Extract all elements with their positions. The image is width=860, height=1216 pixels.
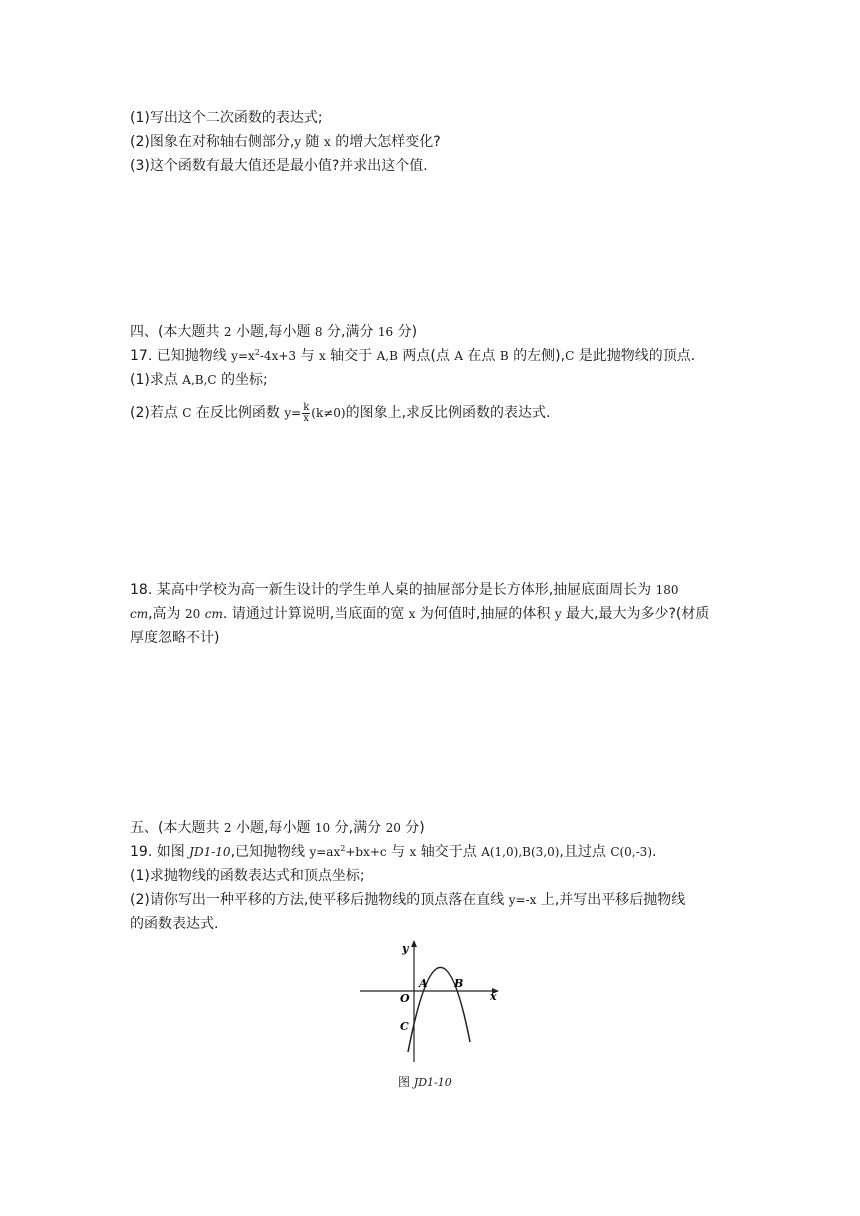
q19-part1: (1)求抛物线的函数表达式和顶点坐标; [130,868,365,884]
section-4-heading: 四、(本大题共 2 小题,每小题 8 分,满分 16 分) [130,324,418,340]
label-point-a: A [419,977,428,990]
label-y: y [402,942,409,955]
label-x: x [490,990,497,1003]
q19-part2: (2)请你写出一种平移的方法,使平移后抛物线的顶点落在直线 y=-x 上,并写出平移后抛物线 [130,892,686,908]
q16-part1: (1)写出这个二次函数的表达式; [130,110,323,126]
q19-stem: 19. 如图 JD1-10,已知抛物线 $y=ax^2+bx+c$ 与 x 轴交于点 A(1,0),B(3,0),且过点 C(0,-3). [130,844,657,860]
q17-part2: (2)若点 C 在反比例函数 y= $\frac{k}{x}$ (k≠0)的图象上,求反比例函数的表达式. [130,401,551,424]
q17-stem: 17. 已知抛物线 $y=x^2-4x+3$ 与 x 轴交于 A,B 两点(点 A 在点 B 的左侧),C 是此抛物线的顶点. [130,348,696,364]
label-point-c: C [400,1020,409,1033]
parabola-figure [356,938,506,1066]
section-5-heading: 五、(本大题共 2 小题,每小题 10 分,满分 20 分) [130,820,425,836]
q18-line2: cm,高为 20 cm. 请通过计算说明,当底面的宽 x 为何值时,抽屉的体积 y 最大,最大为多少?(材质 [130,606,710,622]
q19-part2-cont: 的函数表达式. [130,916,219,932]
q17-equation: $y=x^2-4x+3$ [231,348,297,363]
q19-equation: $y=ax^2+bx+c$ [309,844,387,859]
q18-line1: 18. 某高中学校为高一新生设计的学生单人桌的抽屉部分是长方体形,抽屉底面周长为 180 [130,582,679,598]
label-point-b: B [454,977,464,990]
q16-part2: (2)图象在对称轴右侧部分,y 随 x 的增大怎样变化? [130,134,441,150]
figure-caption: 图 JD1-10 [398,1075,452,1089]
label-origin: O [400,992,410,1005]
fraction-k-over-x: $\frac{k}{x}$ [303,401,310,424]
q18-line3: 厚度忽略不计) [130,630,220,646]
q16-part3: (3)这个函数有最大值还是最小值?并求出这个值. [130,158,428,174]
q17-part1: (1)求点 A,B,C 的坐标; [130,372,268,388]
